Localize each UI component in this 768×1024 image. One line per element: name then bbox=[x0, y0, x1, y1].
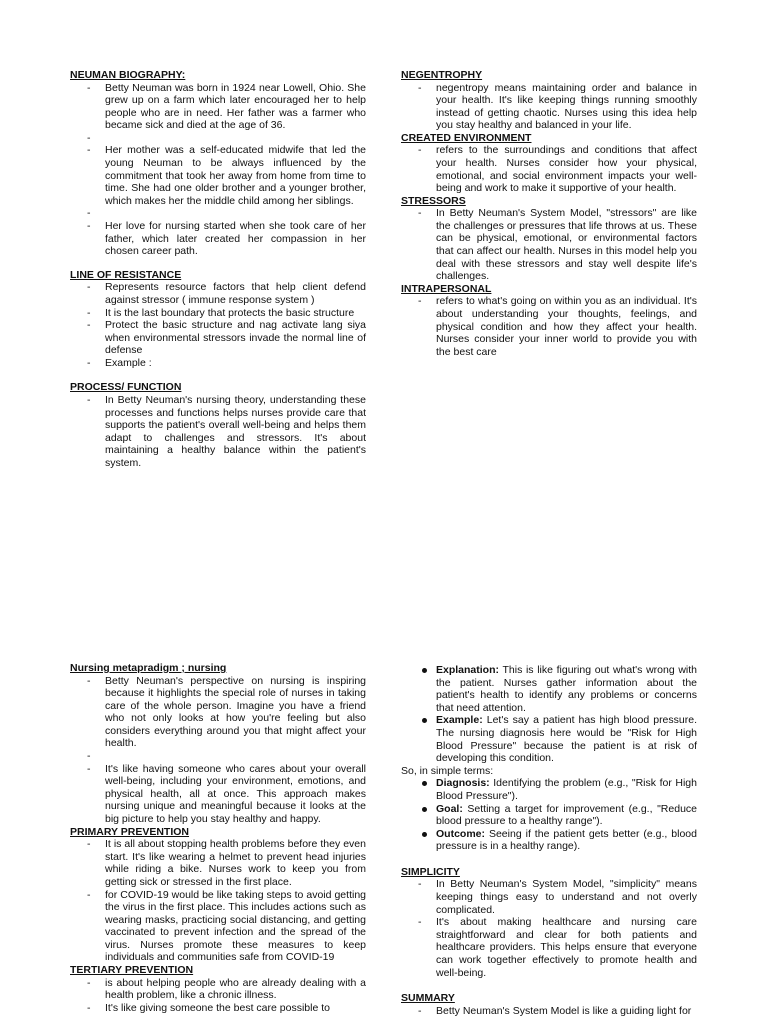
created-environment-list bbox=[401, 144, 697, 194]
primary-prevention-heading: PRIMARY PREVENTION bbox=[70, 825, 190, 838]
bullet-lead: Example: bbox=[436, 714, 483, 727]
list-item: - Betty Neuman's System Model is like a guiding light for bbox=[401, 1005, 697, 1018]
list-item: - Betty Neuman was born in 1924 near Lowell, Ohio. She grew up on a farm which later encouraged her to help people who are in need. Her father was a farmer who became sick and died at the age of 36. bbox=[70, 82, 366, 132]
list-item: - In Betty Neuman's System Model, "simplicity" means keeping things easy to understand and not overly complicated. bbox=[401, 878, 697, 916]
bottom-right-column bbox=[401, 664, 697, 1017]
list-item: - In Betty Neuman's System Model, "stressors" are like the challenges or pressures that life throws at us. These can be physical, emotional, or environmental factors that can affect our health. Nurses in this model help you deal with these stressors and stay well despite life's challenges. bbox=[401, 207, 697, 283]
bullet-lead: Diagnosis: bbox=[436, 777, 490, 790]
list-item bbox=[401, 803, 697, 828]
summary-heading: SUMMARY bbox=[401, 992, 455, 1005]
simplicity-list bbox=[401, 878, 697, 979]
list-item: - It's like having someone who cares about your overall well-being, including your environment, emotions, and physical health, all at once. This approach makes nursing unique and meaningful because it looks at the big picture to help you stay healthy and happy. bbox=[70, 763, 366, 826]
bullet-text: Let's say a patient has high blood pressure. The nursing diagnosis here would be "Risk for High Blood Pressure" because the patient is at risk of developing this condition. bbox=[436, 714, 697, 765]
list-item: - It's about making healthcare and nursing care straightforward and clear for both patients and healthcare providers. This helps ensure that everyone can work together effectively to promote health and well-being. bbox=[401, 916, 697, 979]
stressors-heading: STRESSORS bbox=[401, 194, 466, 207]
list-item: - Her mother was a self-educated midwife that led the young Neuman to be always influenced by the commitment that took her away from home from time to time. She had one older brother and a younger brother, which makes her the middle child among her siblings. bbox=[70, 144, 366, 207]
bullet-lead: Explanation: bbox=[436, 664, 500, 676]
process-function-heading: PROCESS/ FUNCTION bbox=[70, 381, 182, 394]
metaparadigm-heading: Nursing metapradigm ; nursing bbox=[70, 662, 227, 674]
list-item: - for COVID-19 would be like taking steps to avoid getting the virus in the first place. This includes actions such as wearing masks, practicing social distancing, and getting vaccinated to prevent infection and the spread of the virus. Nurses promote these measures to keep individuals and communities safe from COVID-19 bbox=[70, 889, 366, 965]
line-of-resistance-list bbox=[70, 281, 366, 369]
line-of-resistance-heading: LINE OF RESISTANCE bbox=[70, 268, 182, 281]
biography-heading: NEUMAN BIOGRAPHY: bbox=[70, 69, 186, 81]
bullet-text: Identifying the problem (e.g., "Risk for High Blood Pressure"). bbox=[436, 777, 697, 802]
tertiary-prevention-list bbox=[70, 977, 366, 1015]
list-item: - Betty Neuman's perspective on nursing is inspiring because it highlights the special role of nurses in taking care of the whole person. Imagine you have a friend who not only looks at how you're feeling but also considers everything around you that might affect your health. bbox=[70, 675, 366, 751]
bullet-text: This is like figuring out what's wrong with the patient. Nurses gather information about the patient's health to identify any problems or concerns that need attention. bbox=[436, 664, 697, 714]
list-item: - Protect the basic structure and nag activate lang siya when environmental stressors invade the normal line of defense bbox=[70, 319, 366, 357]
list-item: - negentropy means maintaining order and balance in your health. It's like keeping things running smoothly instead of getting chaotic. Nurses using this idea help you stay healthy and balanced in your life. bbox=[401, 82, 697, 132]
stressors-list bbox=[401, 207, 697, 283]
created-environment-heading: CREATED ENVIRONMENT bbox=[401, 131, 532, 144]
process-function-list bbox=[70, 394, 366, 470]
biography-list bbox=[70, 82, 366, 258]
explanation-bullets bbox=[401, 664, 697, 765]
list-item: - It's like giving someone the best care possible to bbox=[70, 1002, 366, 1015]
bullet-lead: Outcome: bbox=[436, 827, 486, 840]
spacer bbox=[70, 207, 366, 220]
spacer bbox=[70, 132, 366, 145]
list-item bbox=[401, 664, 697, 714]
spacer bbox=[70, 750, 366, 763]
simple-terms-bullets bbox=[401, 777, 697, 853]
top-right-column bbox=[401, 69, 697, 358]
list-item: - Her love for nursing started when she took care of her father, which later created her compassion in her chosen career path. bbox=[70, 220, 366, 258]
bullet-text: Seeing if the patient gets better (e.g., blood pressure is in a healthy range). bbox=[436, 827, 697, 853]
top-left-column bbox=[70, 69, 366, 470]
bottom-left-column bbox=[70, 662, 366, 1014]
simple-terms-line: So, in simple terms: bbox=[401, 764, 494, 777]
simplicity-heading: SIMPLICITY bbox=[401, 865, 460, 878]
primary-prevention-list bbox=[70, 838, 366, 964]
summary-list bbox=[401, 1005, 697, 1018]
metaparadigm-list bbox=[70, 675, 366, 826]
bullet-text: Setting a target for improvement (e.g., "Reduce blood pressure to a healthy range"). bbox=[436, 802, 697, 828]
negentrophy-heading: NEGENTROPHY bbox=[401, 69, 483, 81]
list-item: - In Betty Neuman's nursing theory, understanding these processes and functions helps nurses provide care that supports the patient's overall well-being and helps them adapt to challenges and stressors. It's about maintaining a healthy balance within the patient's system. bbox=[70, 394, 366, 470]
intrapersonal-heading: INTRAPERSONAL bbox=[401, 282, 492, 295]
list-item bbox=[401, 777, 697, 802]
list-item: - Example : bbox=[70, 357, 366, 370]
list-item: - refers to the surroundings and conditions that affect your health. Nurses consider how your physical, emotional, and social environment impacts your well-being and work to make it supportive of your health. bbox=[401, 144, 697, 194]
list-item: - It is all about stopping health problems before they even start. It's like wearing a helmet to prevent head injuries while riding a bike. Nurses work to keep you from getting sick or stressed in the first place. bbox=[70, 838, 366, 888]
list-item: - Represents resource factors that help client defend against stressor ( immune response system ) bbox=[70, 281, 366, 306]
list-item: - refers to what's going on within you as an individual. It's about understanding your thoughts, feelings, and physical condition and how they affect your health. Nurses consider your inner world to provide you with the best care bbox=[401, 295, 697, 358]
tertiary-prevention-heading: TERTIARY PREVENTION bbox=[70, 964, 194, 977]
negentrophy-list bbox=[401, 82, 697, 132]
list-item: - It is the last boundary that protects the basic structure bbox=[70, 307, 366, 320]
list-item bbox=[401, 828, 697, 853]
list-item bbox=[401, 714, 697, 764]
list-item: - is about helping people who are already dealing with a health problem, like a chronic illness. bbox=[70, 977, 366, 1002]
bullet-lead: Goal: bbox=[436, 802, 463, 815]
intrapersonal-list bbox=[401, 295, 697, 358]
